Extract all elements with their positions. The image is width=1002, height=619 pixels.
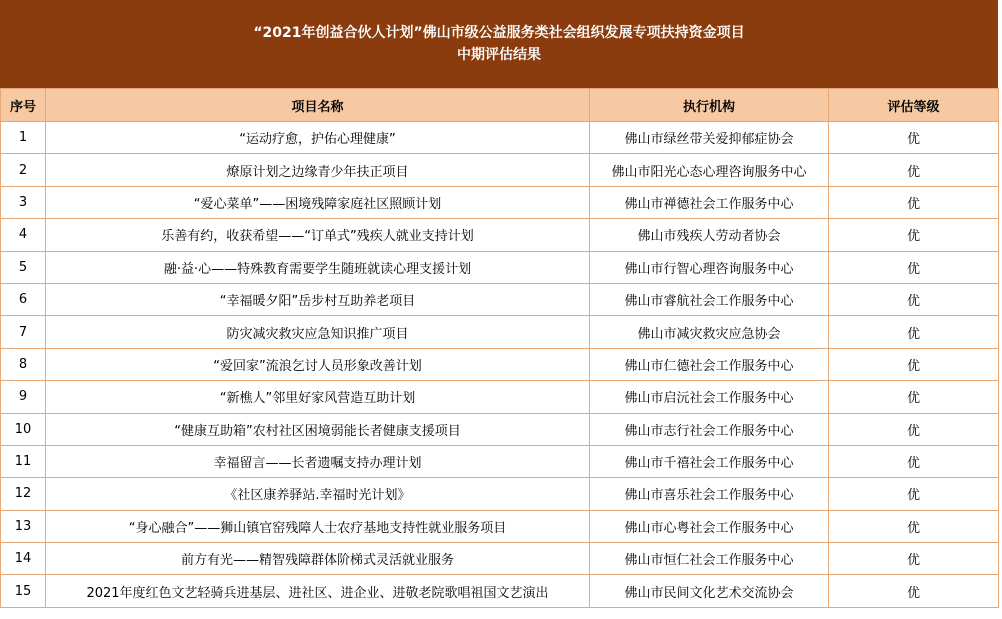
cell-organization: 佛山市绿丝带关爱抑郁症协会 <box>590 122 829 154</box>
cell-no: 5 <box>1 251 46 283</box>
column-header-project-name: 项目名称 <box>46 89 590 122</box>
cell-organization: 佛山市禅德社会工作服务中心 <box>590 186 829 218</box>
cell-grade: 优 <box>829 543 999 575</box>
table-row <box>1 575 999 607</box>
cell-grade: 优 <box>829 154 999 186</box>
cell-grade: 优 <box>829 575 999 607</box>
cell-project-name: 前方有光——精智残障群体阶梯式灵活就业服务 <box>46 543 590 575</box>
table-row <box>1 413 999 445</box>
cell-no: 11 <box>1 445 46 477</box>
table-row <box>1 122 999 154</box>
cell-no: 13 <box>1 510 46 542</box>
cell-no: 10 <box>1 413 46 445</box>
title-banner <box>0 0 998 88</box>
cell-organization: 佛山市行智心理咨询服务中心 <box>590 251 829 283</box>
cell-project-name: “运动疗愈，护佑心理健康” <box>46 122 590 154</box>
table-row <box>1 283 999 315</box>
cell-project-name: “身心融合”——狮山镇官窑残障人士农疗基地支持性就业服务项目 <box>46 510 590 542</box>
cell-no: 15 <box>1 575 46 607</box>
cell-grade: 优 <box>829 219 999 251</box>
table-row <box>1 478 999 510</box>
cell-grade: 优 <box>829 413 999 445</box>
cell-no: 14 <box>1 543 46 575</box>
table-header-row <box>1 89 999 122</box>
cell-no: 3 <box>1 186 46 218</box>
cell-grade: 优 <box>829 122 999 154</box>
cell-organization: 佛山市减灾救灾应急协会 <box>590 316 829 348</box>
cell-project-name: 融·益·心——特殊教育需要学生随班就读心理支援计划 <box>46 251 590 283</box>
table-row <box>1 154 999 186</box>
cell-organization: 佛山市民间文化艺术交流协会 <box>590 575 829 607</box>
cell-no: 2 <box>1 154 46 186</box>
table-row <box>1 316 999 348</box>
table-row <box>1 445 999 477</box>
table-row <box>1 348 999 380</box>
table-row <box>1 510 999 542</box>
cell-organization: 佛山市睿航社会工作服务中心 <box>590 283 829 315</box>
cell-project-name: 幸福留言——长者遗嘱支持办理计划 <box>46 445 590 477</box>
cell-project-name: “健康互助箱”农村社区困境弱能长者健康支援项目 <box>46 413 590 445</box>
cell-no: 12 <box>1 478 46 510</box>
table-row <box>1 219 999 251</box>
cell-no: 7 <box>1 316 46 348</box>
cell-grade: 优 <box>829 478 999 510</box>
cell-grade: 优 <box>829 381 999 413</box>
column-header-organization: 执行机构 <box>590 89 829 122</box>
cell-grade: 优 <box>829 251 999 283</box>
table-row <box>1 381 999 413</box>
cell-project-name: “幸福暖夕阳”岳步村互助养老项目 <box>46 283 590 315</box>
table-row <box>1 251 999 283</box>
cell-no: 6 <box>1 283 46 315</box>
cell-grade: 优 <box>829 283 999 315</box>
cell-no: 1 <box>1 122 46 154</box>
cell-no: 8 <box>1 348 46 380</box>
results-table <box>0 88 999 608</box>
cell-project-name: 燎原计划之边缘青少年扶正项目 <box>46 154 590 186</box>
title-line-1: “2021年创益合伙人计划”佛山市级公益服务类社会组织发展专项扶持资金项目 <box>253 25 745 41</box>
cell-project-name: 2021年度红色文艺轻骑兵进基层、进社区、进企业、进敬老院歌唱祖国文艺演出 <box>46 575 590 607</box>
cell-project-name: “新樵人”邻里好家风营造互助计划 <box>46 381 590 413</box>
cell-organization: 佛山市残疾人劳动者协会 <box>590 219 829 251</box>
cell-no: 4 <box>1 219 46 251</box>
cell-project-name: “爱回家”流浪乞讨人员形象改善计划 <box>46 348 590 380</box>
cell-project-name: 乐善有约，收获希望——“订单式”残疾人就业支持计划 <box>46 219 590 251</box>
cell-organization: 佛山市志行社会工作服务中心 <box>590 413 829 445</box>
cell-no: 9 <box>1 381 46 413</box>
cell-organization: 佛山市千禧社会工作服务中心 <box>590 445 829 477</box>
cell-organization: 佛山市喜乐社会工作服务中心 <box>590 478 829 510</box>
cell-grade: 优 <box>829 445 999 477</box>
cell-project-name: “爱心菜单”——困境残障家庭社区照顾计划 <box>46 186 590 218</box>
cell-grade: 优 <box>829 510 999 542</box>
cell-organization: 佛山市仁德社会工作服务中心 <box>590 348 829 380</box>
cell-organization: 佛山市阳光心态心理咨询服务中心 <box>590 154 829 186</box>
cell-grade: 优 <box>829 186 999 218</box>
cell-project-name: 防灾减灾救灾应急知识推广项目 <box>46 316 590 348</box>
cell-grade: 优 <box>829 316 999 348</box>
cell-project-name: 《社区康养驿站.幸福时光计划》 <box>46 478 590 510</box>
title-line-2: 中期评估结果 <box>457 47 541 63</box>
table-row <box>1 186 999 218</box>
column-header-grade: 评估等级 <box>829 89 999 122</box>
table-row <box>1 543 999 575</box>
cell-grade: 优 <box>829 348 999 380</box>
cell-organization: 佛山市启沅社会工作服务中心 <box>590 381 829 413</box>
cell-organization: 佛山市心粤社会工作服务中心 <box>590 510 829 542</box>
column-header-no: 序号 <box>1 89 46 122</box>
cell-organization: 佛山市恒仁社会工作服务中心 <box>590 543 829 575</box>
